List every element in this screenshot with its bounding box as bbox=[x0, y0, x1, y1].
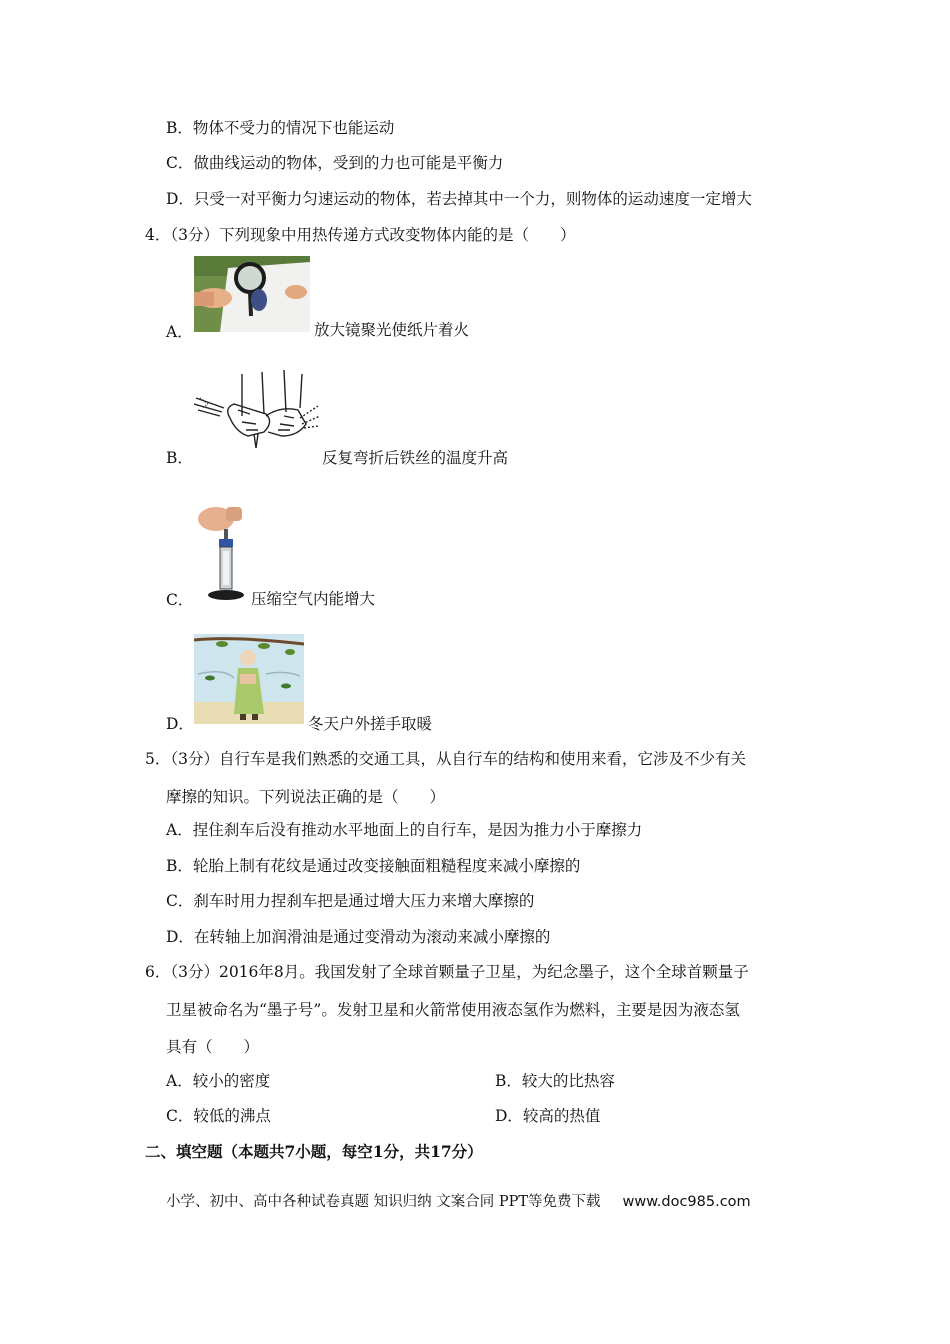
q6-option-d: D．较高的热值 bbox=[495, 1107, 601, 1125]
q5-option-d: D．在转轴上加润滑油是通过变滑动为滚动来减小摩擦的 bbox=[166, 928, 551, 946]
q5-option-c: C．刹车时用力捏刹车把是通过增大压力来增大摩擦的 bbox=[166, 892, 535, 910]
q3-option-b: B．物体不受力的情况下也能运动 bbox=[166, 119, 395, 137]
page-footer bbox=[166, 1190, 751, 1211]
q6-stem-line1: 6．（3分）2016年8月。我国发射了全球首颗量子卫星，为纪念墨子，这个全球首颗量子 bbox=[145, 963, 749, 981]
footer-text: 小学、初中、高中各种试卷真题 知识归纳 文案合同 PPT等免费下载 bbox=[166, 1194, 601, 1210]
q4-option-a-letter: A． bbox=[166, 323, 193, 341]
rubbing-hands-winter-image bbox=[194, 634, 304, 724]
q6-stem-line3: 具有（ ） bbox=[166, 1038, 260, 1056]
q6-option-c: C．较低的沸点 bbox=[166, 1107, 271, 1125]
q6-stem-line2: 卫星被命名为“墨子号”。发射卫星和火箭常使用液态氢作为燃料，主要是因为液态氢 bbox=[166, 1001, 740, 1019]
q5-stem-line1: 5．（3分）自行车是我们熟悉的交通工具，从自行车的结构和使用来看，它涉及不少有关 bbox=[145, 750, 746, 768]
q6-option-b: B．较大的比热容 bbox=[495, 1072, 615, 1090]
q5-stem-line2: 摩擦的知识。下列说法正确的是（ ） bbox=[166, 788, 446, 806]
q3-option-d: D．只受一对平衡力匀速运动的物体，若去掉其中一个力，则物体的运动速度一定增大 bbox=[166, 190, 752, 208]
q4-option-b-text: 反复弯折后铁丝的温度升高 bbox=[322, 449, 509, 467]
footer-url: www.doc985.com bbox=[622, 1194, 751, 1210]
section-2-title: 二、填空题（本题共7小题，每空1分，共17分） bbox=[145, 1142, 483, 1161]
q3-option-c: C．做曲线运动的物体，受到的力也可能是平衡力 bbox=[166, 154, 504, 172]
q4-option-d-letter: D． bbox=[166, 715, 194, 733]
magnifier-paper-fire-image bbox=[194, 256, 310, 332]
q5-option-b: B．轮胎上制有花纹是通过改变接触面粗糙程度来减小摩擦的 bbox=[166, 857, 581, 875]
bending-wire-hands-image bbox=[194, 368, 322, 460]
q4-option-c-text: 压缩空气内能增大 bbox=[251, 590, 376, 608]
q4-option-b-letter: B． bbox=[166, 449, 193, 467]
q4-option-c-letter: C． bbox=[166, 591, 194, 609]
q6-option-a: A．较小的密度 bbox=[166, 1072, 271, 1090]
air-compression-syringe-image bbox=[196, 503, 248, 603]
q4-option-a-text: 放大镜聚光使纸片着火 bbox=[314, 321, 470, 339]
q4-stem: 4．（3分）下列现象中用热传递方式改变物体内能的是（ ） bbox=[145, 226, 576, 244]
q5-option-a: A．捏住刹车后没有推动水平地面上的自行车，是因为推力小于摩擦力 bbox=[166, 821, 643, 839]
q4-option-d-text: 冬天户外搓手取暖 bbox=[308, 715, 433, 733]
